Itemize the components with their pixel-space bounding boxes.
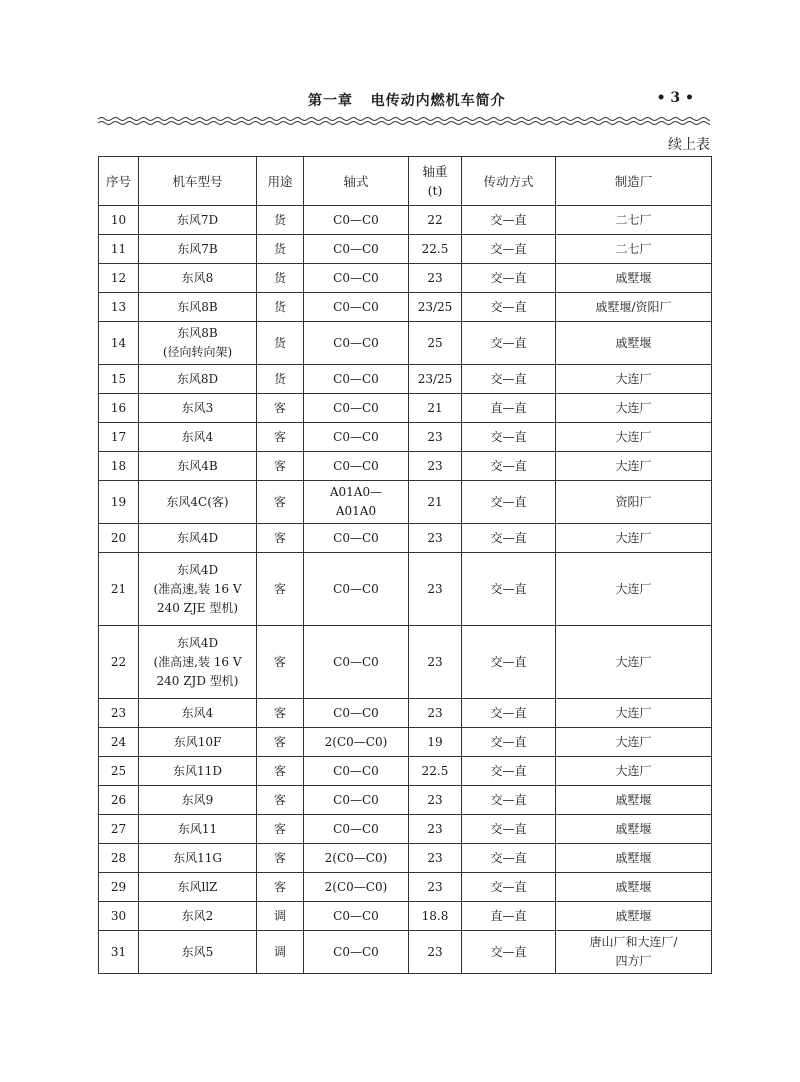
transmission-cell: 交—直 — [462, 365, 556, 394]
usage-cell: 客 — [257, 394, 304, 423]
usage-cell: 货 — [257, 293, 304, 322]
table-row — [99, 293, 712, 322]
axle-load-cell: 21 — [409, 481, 462, 524]
transmission-cell: 交—直 — [462, 844, 556, 873]
model-cell: 东风10F — [139, 728, 257, 757]
column-header-model: 机车型号 — [139, 157, 257, 206]
locomotive-table — [98, 156, 712, 974]
axle-arrangement-cell: C0—C0 — [304, 206, 409, 235]
model-cell: 东风4C(客) — [139, 481, 257, 524]
table-row — [99, 524, 712, 553]
table-row — [99, 365, 712, 394]
model-cell: 东风3 — [139, 394, 257, 423]
serial-cell: 22 — [99, 626, 139, 699]
transmission-cell: 直—直 — [462, 394, 556, 423]
transmission-cell: 交—直 — [462, 322, 556, 365]
transmission-cell: 交—直 — [462, 553, 556, 626]
manufacturer-cell: 戚墅堰/资阳厂 — [556, 293, 712, 322]
table-row — [99, 553, 712, 626]
serial-cell: 15 — [99, 365, 139, 394]
table-row — [99, 481, 712, 524]
model-cell: 东风4D — [139, 524, 257, 553]
transmission-cell: 交—直 — [462, 873, 556, 902]
table-row — [99, 931, 712, 974]
usage-cell: 客 — [257, 699, 304, 728]
usage-cell: 客 — [257, 481, 304, 524]
transmission-cell: 交—直 — [462, 524, 556, 553]
table-row — [99, 786, 712, 815]
manufacturer-cell: 大连厂 — [556, 553, 712, 626]
usage-cell: 调 — [257, 902, 304, 931]
serial-cell: 27 — [99, 815, 139, 844]
model-cell: 东风7D — [139, 206, 257, 235]
axle-load-cell: 23 — [409, 524, 462, 553]
axle-arrangement-cell: 2(C0—C0) — [304, 728, 409, 757]
manufacturer-cell: 资阳厂 — [556, 481, 712, 524]
manufacturer-cell: 戚墅堰 — [556, 815, 712, 844]
serial-cell: 13 — [99, 293, 139, 322]
manufacturer-cell: 大连厂 — [556, 365, 712, 394]
axle-load-cell: 22.5 — [409, 757, 462, 786]
manufacturer-cell: 大连厂 — [556, 626, 712, 699]
table-row — [99, 844, 712, 873]
serial-cell: 26 — [99, 786, 139, 815]
manufacturer-cell: 大连厂 — [556, 757, 712, 786]
column-header-axle-load: 轴重 (t) — [409, 157, 462, 206]
manufacturer-cell: 戚墅堰 — [556, 264, 712, 293]
manufacturer-cell: 大连厂 — [556, 524, 712, 553]
axle-load-cell: 23 — [409, 786, 462, 815]
axle-load-cell: 23 — [409, 553, 462, 626]
model-cell: 东风4 — [139, 423, 257, 452]
serial-cell: 10 — [99, 206, 139, 235]
table-row — [99, 757, 712, 786]
model-cell: 东风8D — [139, 365, 257, 394]
model-cell: 东风4B — [139, 452, 257, 481]
usage-cell: 货 — [257, 264, 304, 293]
model-cell: 东风5 — [139, 931, 257, 974]
model-cell: 东风11G — [139, 844, 257, 873]
transmission-cell: 直—直 — [462, 902, 556, 931]
serial-cell: 21 — [99, 553, 139, 626]
axle-load-cell: 23 — [409, 264, 462, 293]
model-cell: 东风11 — [139, 815, 257, 844]
page-number: • 3 • — [656, 90, 694, 106]
serial-cell: 14 — [99, 322, 139, 365]
usage-cell: 客 — [257, 757, 304, 786]
usage-cell: 客 — [257, 873, 304, 902]
axle-arrangement-cell: C0—C0 — [304, 626, 409, 699]
axle-load-cell: 23 — [409, 844, 462, 873]
axle-arrangement-cell: C0—C0 — [304, 524, 409, 553]
table-row — [99, 728, 712, 757]
axle-load-cell: 22.5 — [409, 235, 462, 264]
model-cell: 东风4 — [139, 699, 257, 728]
usage-cell: 货 — [257, 365, 304, 394]
model-cell: 东风7B — [139, 235, 257, 264]
transmission-cell: 交—直 — [462, 931, 556, 974]
axle-arrangement-cell: C0—C0 — [304, 365, 409, 394]
serial-cell: 29 — [99, 873, 139, 902]
axle-arrangement-cell: C0—C0 — [304, 553, 409, 626]
axle-load-cell: 22 — [409, 206, 462, 235]
serial-cell: 16 — [99, 394, 139, 423]
manufacturer-cell: 二七厂 — [556, 235, 712, 264]
axle-arrangement-cell: C0—C0 — [304, 452, 409, 481]
running-header — [98, 88, 710, 112]
usage-cell: 客 — [257, 844, 304, 873]
column-header-usage: 用途 — [257, 157, 304, 206]
axle-arrangement-cell: 2(C0—C0) — [304, 844, 409, 873]
chapter-title: 第一章 电传动内燃机车简介 — [308, 93, 506, 109]
axle-arrangement-cell: C0—C0 — [304, 902, 409, 931]
transmission-cell: 交—直 — [462, 206, 556, 235]
axle-arrangement-cell: 2(C0—C0) — [304, 873, 409, 902]
usage-cell: 客 — [257, 423, 304, 452]
table-row — [99, 423, 712, 452]
serial-cell: 19 — [99, 481, 139, 524]
axle-arrangement-cell: C0—C0 — [304, 293, 409, 322]
table-row — [99, 902, 712, 931]
model-cell: 东风4D (准高速,装 16 V 240 ZJE 型机) — [139, 553, 257, 626]
transmission-cell: 交—直 — [462, 626, 556, 699]
table-row — [99, 264, 712, 293]
model-cell: 东风11D — [139, 757, 257, 786]
transmission-cell: 交—直 — [462, 815, 556, 844]
axle-arrangement-cell: C0—C0 — [304, 815, 409, 844]
manufacturer-cell: 戚墅堰 — [556, 902, 712, 931]
continued-label: 续上表 — [668, 137, 710, 153]
transmission-cell: 交—直 — [462, 699, 556, 728]
usage-cell: 客 — [257, 815, 304, 844]
axle-arrangement-cell: C0—C0 — [304, 394, 409, 423]
model-cell: 东风8B (径向转向架) — [139, 322, 257, 365]
axle-load-cell: 25 — [409, 322, 462, 365]
transmission-cell: 交—直 — [462, 452, 556, 481]
serial-cell: 17 — [99, 423, 139, 452]
manufacturer-cell: 大连厂 — [556, 394, 712, 423]
model-cell: 东风8B — [139, 293, 257, 322]
axle-arrangement-cell: A01A0— A01A0 — [304, 481, 409, 524]
usage-cell: 客 — [257, 553, 304, 626]
serial-cell: 18 — [99, 452, 139, 481]
axle-load-cell: 23 — [409, 873, 462, 902]
transmission-cell: 交—直 — [462, 423, 556, 452]
usage-cell: 货 — [257, 206, 304, 235]
manufacturer-cell: 戚墅堰 — [556, 873, 712, 902]
transmission-cell: 交—直 — [462, 264, 556, 293]
usage-cell: 调 — [257, 931, 304, 974]
manufacturer-cell: 戚墅堰 — [556, 786, 712, 815]
axle-load-cell: 23 — [409, 815, 462, 844]
model-cell: 东风9 — [139, 786, 257, 815]
serial-cell: 25 — [99, 757, 139, 786]
usage-cell: 客 — [257, 728, 304, 757]
usage-cell: 客 — [257, 786, 304, 815]
axle-load-cell: 23 — [409, 452, 462, 481]
usage-cell: 客 — [257, 452, 304, 481]
manufacturer-cell: 唐山厂和大连厂/ 四方厂 — [556, 931, 712, 974]
axle-arrangement-cell: C0—C0 — [304, 757, 409, 786]
decorative-wave-rule — [98, 115, 710, 127]
model-cell: 东风2 — [139, 902, 257, 931]
table-row — [99, 699, 712, 728]
axle-arrangement-cell: C0—C0 — [304, 264, 409, 293]
axle-load-cell: 18.8 — [409, 902, 462, 931]
axle-arrangement-cell: C0—C0 — [304, 235, 409, 264]
serial-cell: 31 — [99, 931, 139, 974]
table-row — [99, 206, 712, 235]
manufacturer-cell: 大连厂 — [556, 699, 712, 728]
transmission-cell: 交—直 — [462, 481, 556, 524]
manufacturer-cell: 戚墅堰 — [556, 322, 712, 365]
axle-load-cell: 23 — [409, 699, 462, 728]
axle-load-cell: 19 — [409, 728, 462, 757]
axle-arrangement-cell: C0—C0 — [304, 322, 409, 365]
column-header-axle-arrangement: 轴式 — [304, 157, 409, 206]
table-row — [99, 873, 712, 902]
model-cell: 东风llZ — [139, 873, 257, 902]
model-cell: 东风8 — [139, 264, 257, 293]
manufacturer-cell: 戚墅堰 — [556, 844, 712, 873]
serial-cell: 20 — [99, 524, 139, 553]
serial-cell: 30 — [99, 902, 139, 931]
axle-arrangement-cell: C0—C0 — [304, 699, 409, 728]
usage-cell: 客 — [257, 524, 304, 553]
manufacturer-cell: 大连厂 — [556, 728, 712, 757]
usage-cell: 客 — [257, 626, 304, 699]
usage-cell: 货 — [257, 235, 304, 264]
column-header-transmission: 传动方式 — [462, 157, 556, 206]
transmission-cell: 交—直 — [462, 786, 556, 815]
column-header-manufacturer: 制造厂 — [556, 157, 712, 206]
serial-cell: 12 — [99, 264, 139, 293]
table-header-row — [99, 157, 712, 206]
transmission-cell: 交—直 — [462, 757, 556, 786]
axle-load-cell: 23 — [409, 423, 462, 452]
axle-arrangement-cell: C0—C0 — [304, 786, 409, 815]
column-header-serial: 序号 — [99, 157, 139, 206]
table-row — [99, 322, 712, 365]
table-row — [99, 626, 712, 699]
transmission-cell: 交—直 — [462, 728, 556, 757]
serial-cell: 11 — [99, 235, 139, 264]
serial-cell: 23 — [99, 699, 139, 728]
manufacturer-cell: 大连厂 — [556, 423, 712, 452]
table-row — [99, 235, 712, 264]
axle-load-cell: 23 — [409, 931, 462, 974]
axle-arrangement-cell: C0—C0 — [304, 931, 409, 974]
manufacturer-cell: 大连厂 — [556, 452, 712, 481]
table-row — [99, 815, 712, 844]
axle-load-cell: 23/25 — [409, 293, 462, 322]
axle-load-cell: 23/25 — [409, 365, 462, 394]
serial-cell: 24 — [99, 728, 139, 757]
table-row — [99, 394, 712, 423]
usage-cell: 货 — [257, 322, 304, 365]
transmission-cell: 交—直 — [462, 235, 556, 264]
manufacturer-cell: 二七厂 — [556, 206, 712, 235]
serial-cell: 28 — [99, 844, 139, 873]
axle-arrangement-cell: C0—C0 — [304, 423, 409, 452]
axle-load-cell: 21 — [409, 394, 462, 423]
axle-load-cell: 23 — [409, 626, 462, 699]
model-cell: 东风4D (准高速,装 16 V 240 ZJD 型机) — [139, 626, 257, 699]
transmission-cell: 交—直 — [462, 293, 556, 322]
table-row — [99, 452, 712, 481]
